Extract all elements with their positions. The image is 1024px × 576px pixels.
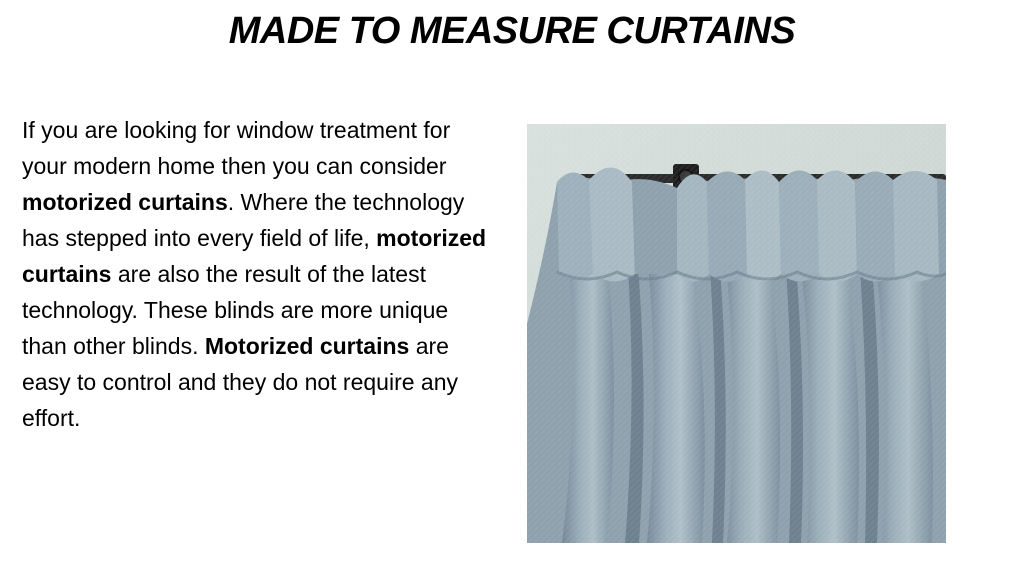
emphasis-motorized-curtains: motorized curtains [22,189,228,215]
emphasis-motorized-curtains: motorized curtains [22,225,487,287]
body-text-part: are also the result of the latest technology. These blinds are more unique than other blinds. [22,261,449,359]
page-title: MADE TO MEASURE CURTAINS [228,10,796,52]
curtain-photo [527,124,946,543]
curtain-illustration [527,124,946,543]
body-paragraph [22,112,492,436]
emphasis-motorized-curtains: Motorized curtains [204,333,410,359]
body-text-part: are easy to control and they do not require any effort. [22,333,459,431]
body-text-part: If you are looking for window treatment for your modern home then you can consider [22,117,451,179]
body-text-part: . Where the technology has stepped into every field of life, [22,189,465,251]
